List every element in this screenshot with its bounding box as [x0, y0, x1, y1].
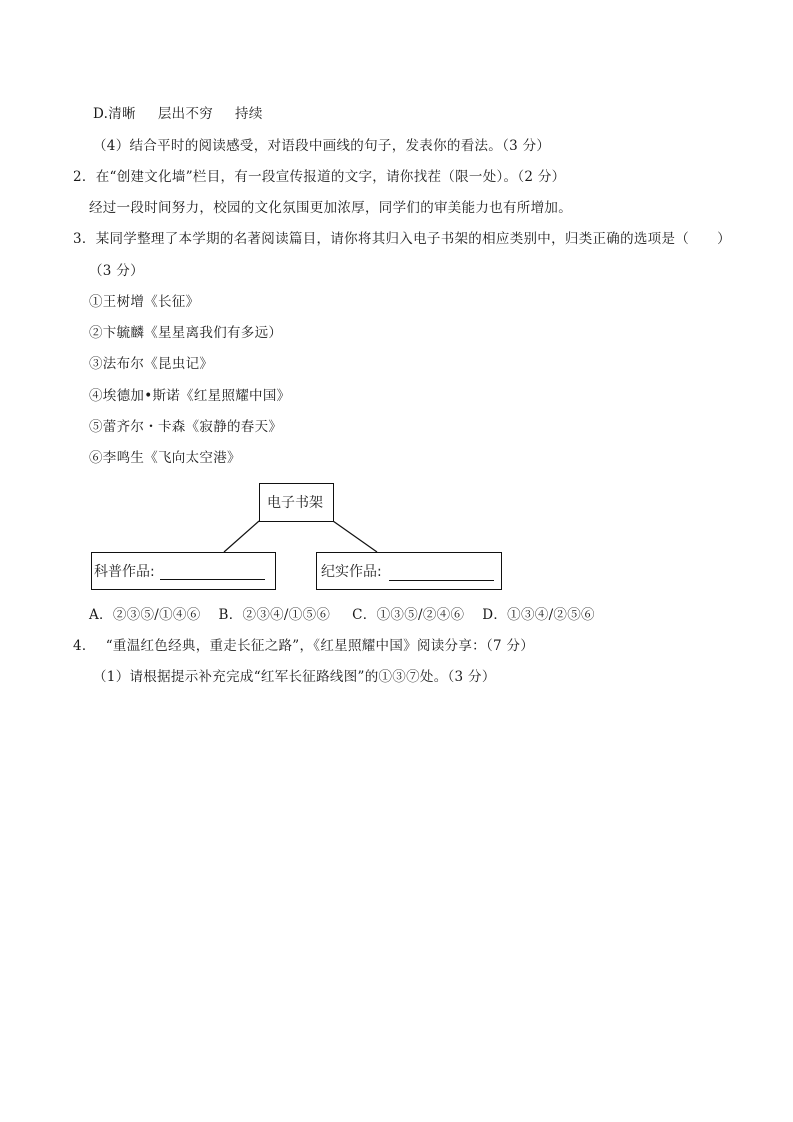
diagram-right-box: [316, 552, 502, 590]
q3-book-item: ①王树增《长征》: [89, 294, 200, 310]
q3-book-item: ⑤蕾齐尔・卡森《寂静的春天》: [89, 419, 283, 435]
q2-passage: 经过一段时间努力，校园的文化氛围更加浓厚，同学们的审美能力也有所增加。: [89, 200, 572, 216]
q3-prompt-text: 3．某同学整理了本学期的名著阅读篇目，请你将其归入电子书架的相应类别中，归类正确的选项是（: [73, 231, 690, 247]
q1-option-d: [93, 105, 263, 123]
q3-option-d[interactable]: D．①③④/②⑤⑥: [482, 607, 595, 623]
q1-sub-question-4: （4）结合平时的阅读感受，对语段中画线的句子，发表你的看法。（3 分）: [93, 138, 551, 154]
q3-book-item: ⑥李鸣生《飞向太空港》: [89, 450, 241, 466]
diagram-left-answer-blank[interactable]: [160, 579, 265, 580]
diagram-right-label: 纪实作品:: [321, 564, 382, 580]
q3-prompt: [73, 230, 731, 248]
q3-option-b[interactable]: B．②③④/①⑤⑥: [218, 607, 331, 623]
q3-option-c[interactable]: C．①③⑤/②④⑥: [352, 607, 465, 623]
diagram-root-label: 电子书架: [267, 495, 323, 511]
q4-number: 4．: [73, 638, 96, 654]
diagram-left-label: 科普作品:: [94, 564, 155, 580]
q4-prompt: [73, 637, 534, 655]
q3-book-item: ②卞毓麟《星星离我们有多远）: [89, 325, 283, 341]
diagram-root-box: [259, 483, 334, 522]
q1-option-d-label: D.清晰: [93, 106, 136, 122]
q4-sub-question-1: （1）请根据提示补充完成“红军长征路线图”的①③⑦处。（3 分）: [93, 669, 496, 685]
q3-options: [89, 606, 595, 624]
q1-option-d-word3: 持续: [235, 106, 263, 122]
q1-option-d-word2: 层出不穷: [157, 106, 214, 122]
q2-prompt: 2．在“创建文化墙”栏目，有一段宣传报道的文字，请你找茬（限一处）。（2 分）: [73, 169, 566, 185]
q3-option-a[interactable]: A．②③⑤/①④⑥: [89, 607, 201, 623]
q3-answer-paren-close: ）: [717, 231, 731, 247]
q3-book-item: ④埃德加•斯诺《红星照耀中国》: [89, 388, 291, 404]
diagram-right-answer-blank[interactable]: [389, 580, 494, 581]
diagram-left-box: [91, 552, 276, 590]
q4-prompt-text: “重温红色经典，重走长征之路”，《红星照耀中国》阅读分享：（7 分）: [105, 638, 535, 654]
q3-book-item: ③法布尔《昆虫记》: [89, 356, 214, 372]
q3-score: （3 分）: [89, 263, 144, 279]
